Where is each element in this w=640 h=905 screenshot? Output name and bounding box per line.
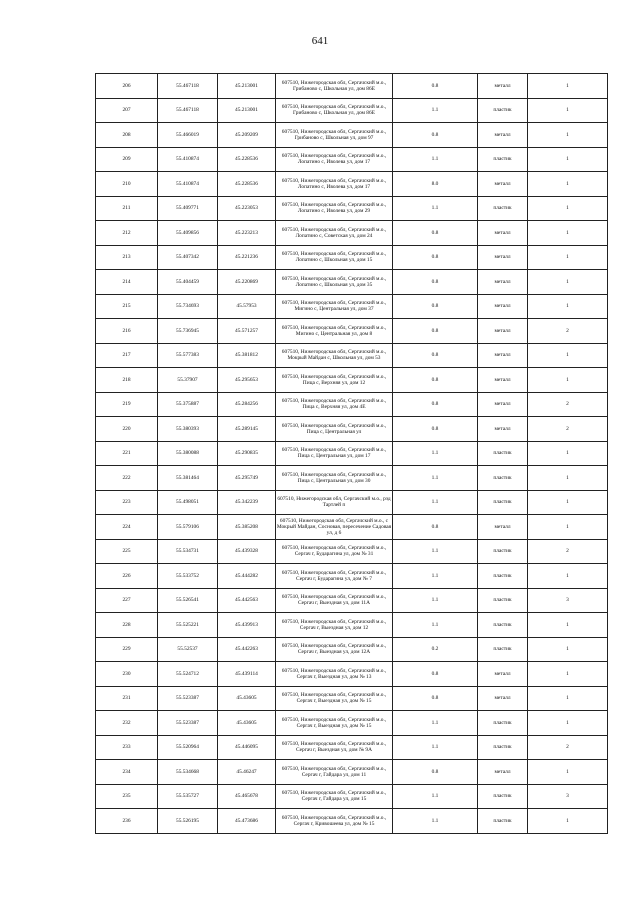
latitude-cell: 55.524712 <box>158 662 218 687</box>
longitude-cell: 45.43605 <box>218 711 276 736</box>
row-number: 218 <box>96 368 158 393</box>
table-row <box>96 466 608 491</box>
count-cell: 1 <box>528 294 608 319</box>
count-cell: 1 <box>528 441 608 466</box>
volume-cell: 0.8 <box>393 319 478 344</box>
material-cell: пластик <box>478 809 528 834</box>
table-row <box>96 735 608 760</box>
row-number: 220 <box>96 417 158 442</box>
row-number: 234 <box>96 760 158 785</box>
material-cell: металл <box>478 515 528 540</box>
count-cell: 2 <box>528 319 608 344</box>
table-row <box>96 74 608 99</box>
latitude-cell: 55.526195 <box>158 809 218 834</box>
latitude-cell: 55.526541 <box>158 588 218 613</box>
volume-cell: 1.1 <box>393 441 478 466</box>
count-cell: 1 <box>528 147 608 172</box>
table-row <box>96 809 608 834</box>
row-number: 210 <box>96 172 158 197</box>
table-row <box>96 417 608 442</box>
count-cell: 1 <box>528 515 608 540</box>
address-cell: 607510, Нижегородская обл, Сергачский м.о., Мигино с, Центральная ул, дом 8 <box>276 319 393 344</box>
longitude-cell: 45.284256 <box>218 392 276 417</box>
material-cell: пластик <box>478 147 528 172</box>
count-cell: 2 <box>528 539 608 564</box>
row-number: 235 <box>96 784 158 809</box>
volume-cell: 1.1 <box>393 613 478 638</box>
row-number: 223 <box>96 490 158 515</box>
table-row <box>96 270 608 295</box>
table-row <box>96 172 608 197</box>
row-number: 209 <box>96 147 158 172</box>
count-cell: 1 <box>528 564 608 589</box>
longitude-cell: 45.289145 <box>218 417 276 442</box>
address-cell: 607510, Нижегородская обл, Сергачский м.о., Лопатино с, Советская ул, дом 24 <box>276 221 393 246</box>
table-row <box>96 245 608 270</box>
longitude-cell: 45.295653 <box>218 368 276 393</box>
address-cell: 607510, Нижегородская обл, Сергачский м.о., Сергач г, Выездная ул, дом № 9А <box>276 735 393 760</box>
latitude-cell: 55.52537 <box>158 637 218 662</box>
address-cell: 607510, Нижегородская обл, Сергачский м.о., Пица с, Центральная ул, дом 30 <box>276 466 393 491</box>
row-number: 219 <box>96 392 158 417</box>
table-row <box>96 98 608 123</box>
count-cell: 1 <box>528 123 608 148</box>
longitude-cell: 45.295749 <box>218 466 276 491</box>
longitude-cell: 45.209209 <box>218 123 276 148</box>
table-row <box>96 392 608 417</box>
volume-cell: 0.8 <box>393 760 478 785</box>
latitude-cell: 55.380088 <box>158 441 218 466</box>
row-number: 211 <box>96 196 158 221</box>
row-number: 217 <box>96 343 158 368</box>
row-number: 221 <box>96 441 158 466</box>
count-cell: 2 <box>528 392 608 417</box>
volume-cell: 0.8 <box>393 392 478 417</box>
longitude-cell: 45.221236 <box>218 245 276 270</box>
longitude-cell: 45.473686 <box>218 809 276 834</box>
count-cell: 1 <box>528 172 608 197</box>
row-number: 231 <box>96 686 158 711</box>
table-row <box>96 588 608 613</box>
volume-cell: 0.8 <box>393 686 478 711</box>
row-number: 212 <box>96 221 158 246</box>
row-number: 236 <box>96 809 158 834</box>
volume-cell: 0.8 <box>393 662 478 687</box>
longitude-cell: 45.223213 <box>218 221 276 246</box>
volume-cell: 0.8 <box>393 294 478 319</box>
volume-cell: 1.1 <box>393 466 478 491</box>
table-row <box>96 123 608 148</box>
material-cell: металл <box>478 368 528 393</box>
address-cell: 607510, Нижегородская обл, Сергачский м.о., Лопатино с, Школьная ул, дом 15 <box>276 245 393 270</box>
count-cell: 1 <box>528 662 608 687</box>
latitude-cell: 55.523387 <box>158 711 218 736</box>
table-row <box>96 294 608 319</box>
material-cell: металл <box>478 123 528 148</box>
longitude-cell: 45.465678 <box>218 784 276 809</box>
latitude-cell: 55.467118 <box>158 74 218 99</box>
longitude-cell: 45.444282 <box>218 564 276 589</box>
address-cell: 607510, Нижегородская обл, Сергачский м.о., Пица с, Центральная ул, дом 17 <box>276 441 393 466</box>
count-cell: 1 <box>528 245 608 270</box>
address-cell: 607510, Нижегородская обл, Сергачский м.о., Грибаново с, Школьная ул, дом 86Е <box>276 74 393 99</box>
page-number: 641 <box>311 35 329 47</box>
address-cell: 607510, Нижегородская обл, Сергачский м.о., Пица с, Верхняя ул, дом 12 <box>276 368 393 393</box>
latitude-cell: 55.535727 <box>158 784 218 809</box>
address-cell: 607510, Нижегородская обл, Сергачский м.о., с Мокрый Майдан, Сосновая, пересечение Садовая ул, д 6 <box>276 515 393 540</box>
latitude-cell: 55.579106 <box>158 515 218 540</box>
latitude-cell: 55.577383 <box>158 343 218 368</box>
material-cell: пластик <box>478 196 528 221</box>
volume-cell: 1.1 <box>393 98 478 123</box>
count-cell: 1 <box>528 637 608 662</box>
table-row <box>96 784 608 809</box>
latitude-cell: 55.736945 <box>158 319 218 344</box>
address-cell: 607510, Нижегородская обл, Сергачский м.о., Лопатино с, Школьная ул, дом 35 <box>276 270 393 295</box>
material-cell: металл <box>478 294 528 319</box>
address-cell: 607510, Нижегородская обл, Сергачский м.о., Пица с, Центральная ул <box>276 417 393 442</box>
material-cell: пластик <box>478 564 528 589</box>
longitude-cell: 45.446095 <box>218 735 276 760</box>
volume-cell: 0.8 <box>393 74 478 99</box>
material-cell: металл <box>478 319 528 344</box>
address-cell: 607510, Нижегородская обл, Сергачский м.о., Сергач г, Кривошеева ул, дом № 15 <box>276 809 393 834</box>
table-row <box>96 490 608 515</box>
table-row <box>96 662 608 687</box>
material-cell: металл <box>478 662 528 687</box>
address-cell: 607510, Нижегородская обл, Сергачский м.о., Лопатино с, Иволева ул, дом 17 <box>276 147 393 172</box>
latitude-cell: 55.520964 <box>158 735 218 760</box>
volume-cell: 0.8 <box>393 123 478 148</box>
count-cell: 1 <box>528 196 608 221</box>
material-cell: металл <box>478 760 528 785</box>
table-row <box>96 686 608 711</box>
material-cell: пластик <box>478 490 528 515</box>
row-number: 227 <box>96 588 158 613</box>
count-cell: 1 <box>528 368 608 393</box>
address-cell: 607510, Нижегородская обл, Сергачский м.о., Сергач г, Гайдара ул, дом 15 <box>276 784 393 809</box>
latitude-cell: 55.534731 <box>158 539 218 564</box>
row-number: 225 <box>96 539 158 564</box>
longitude-cell: 45.228536 <box>218 147 276 172</box>
row-number: 208 <box>96 123 158 148</box>
volume-cell: 1.1 <box>393 735 478 760</box>
volume-cell: 0.8 <box>393 417 478 442</box>
volume-cell: 1.1 <box>393 809 478 834</box>
volume-cell: 8.0 <box>393 172 478 197</box>
longitude-cell: 45.385208 <box>218 515 276 540</box>
address-cell: 607510, Нижегородская обл, Сергачский м.о., Сергач г, Выездная ул, дом 11А <box>276 588 393 613</box>
material-cell: пластик <box>478 735 528 760</box>
row-number: 207 <box>96 98 158 123</box>
latitude-cell: 55.375887 <box>158 392 218 417</box>
latitude-cell: 55.404459 <box>158 270 218 295</box>
material-cell: пластик <box>478 711 528 736</box>
table-row <box>96 343 608 368</box>
row-number: 214 <box>96 270 158 295</box>
material-cell: пластик <box>478 98 528 123</box>
volume-cell: 0.2 <box>393 637 478 662</box>
address-cell: 607510, Нижегородская обл, Сергачский м.о., Сергач г, Выездная ул, дом № 15 <box>276 686 393 711</box>
address-cell: 607510, Нижегородская обл, Сергачский м.о., Сергач г, Бударагина ул, дом № 31 <box>276 539 393 564</box>
table-row <box>96 319 608 344</box>
count-cell: 3 <box>528 588 608 613</box>
longitude-cell: 45.57953 <box>218 294 276 319</box>
latitude-cell: 55.381464 <box>158 466 218 491</box>
material-cell: пластик <box>478 637 528 662</box>
count-cell: 1 <box>528 760 608 785</box>
count-cell: 1 <box>528 221 608 246</box>
row-number: 216 <box>96 319 158 344</box>
latitude-cell: 55.734693 <box>158 294 218 319</box>
longitude-cell: 45.571257 <box>218 319 276 344</box>
address-cell: 607510, Нижегородская обл, Сергачский м.о., Лопатино с, Иволева ул, дом 17 <box>276 172 393 197</box>
address-cell: 607510, Нижегородская обл, Сергачский м.о., Грибаново с, Школьная ул, дом 97 <box>276 123 393 148</box>
address-cell: 607510, Нижегородская обл, Сергачский м.о., Сергач г, Выездная ул, дом № 13 <box>276 662 393 687</box>
latitude-cell: 55.410874 <box>158 147 218 172</box>
table-row <box>96 613 608 638</box>
volume-cell: 1.1 <box>393 711 478 736</box>
table-row <box>96 539 608 564</box>
material-cell: пластик <box>478 588 528 613</box>
address-cell: 607510, Нижегородская обл, Сергачский м.о., Мокрый Майдан с, Школьная ул, дом 53 <box>276 343 393 368</box>
material-cell: металл <box>478 343 528 368</box>
table-row <box>96 368 608 393</box>
count-cell: 1 <box>528 809 608 834</box>
count-cell: 1 <box>528 98 608 123</box>
address-cell: 607510, Нижегородская обл, Сергачский м.о., Мигино с, Центральная ул, дом 37 <box>276 294 393 319</box>
row-number: 215 <box>96 294 158 319</box>
table-row <box>96 564 608 589</box>
row-number: 226 <box>96 564 158 589</box>
row-number: 224 <box>96 515 158 540</box>
longitude-cell: 45.228536 <box>218 172 276 197</box>
longitude-cell: 45.213001 <box>218 98 276 123</box>
count-cell: 3 <box>528 784 608 809</box>
row-number: 213 <box>96 245 158 270</box>
volume-cell: 1.1 <box>393 196 478 221</box>
count-cell: 1 <box>528 613 608 638</box>
longitude-cell: 45.223053 <box>218 196 276 221</box>
latitude-cell: 55.410874 <box>158 172 218 197</box>
latitude-cell: 55.498051 <box>158 490 218 515</box>
volume-cell: 1.1 <box>393 539 478 564</box>
count-cell: 1 <box>528 343 608 368</box>
count-cell: 1 <box>528 686 608 711</box>
material-cell: пластик <box>478 539 528 564</box>
row-number: 228 <box>96 613 158 638</box>
volume-cell: 0.8 <box>393 515 478 540</box>
material-cell: пластик <box>478 784 528 809</box>
volume-cell: 1.1 <box>393 588 478 613</box>
address-cell: 607510, Нижегородская обл, Сергачский м.о., Грибаново с, Школьная ул, дом 86Е <box>276 98 393 123</box>
material-cell: металл <box>478 221 528 246</box>
material-cell: металл <box>478 417 528 442</box>
container-sites-table <box>95 73 608 834</box>
latitude-cell: 55.533752 <box>158 564 218 589</box>
table-row <box>96 196 608 221</box>
row-number: 229 <box>96 637 158 662</box>
longitude-cell: 45.213001 <box>218 74 276 99</box>
volume-cell: 1.1 <box>393 784 478 809</box>
material-cell: пластик <box>478 441 528 466</box>
table-row <box>96 441 608 466</box>
latitude-cell: 55.534668 <box>158 760 218 785</box>
table-row <box>96 515 608 540</box>
count-cell: 1 <box>528 711 608 736</box>
latitude-cell: 55.466019 <box>158 123 218 148</box>
material-cell: металл <box>478 74 528 99</box>
row-number: 222 <box>96 466 158 491</box>
longitude-cell: 45.220869 <box>218 270 276 295</box>
volume-cell: 0.8 <box>393 368 478 393</box>
address-cell: 607510, Нижегородская обл, Сергачский м.о., Лопатино с, Иволева ул, дом 29 <box>276 196 393 221</box>
volume-cell: 0.8 <box>393 270 478 295</box>
count-cell: 1 <box>528 490 608 515</box>
longitude-cell: 45.342239 <box>218 490 276 515</box>
longitude-cell: 45.46247 <box>218 760 276 785</box>
material-cell: металл <box>478 245 528 270</box>
volume-cell: 0.8 <box>393 343 478 368</box>
material-cell: металл <box>478 270 528 295</box>
longitude-cell: 45.442563 <box>218 588 276 613</box>
row-number: 206 <box>96 74 158 99</box>
volume-cell: 0.8 <box>393 221 478 246</box>
latitude-cell: 55.525221 <box>158 613 218 638</box>
row-number: 232 <box>96 711 158 736</box>
address-cell: 607510, Нижегородская обл, Сергачский м.о., Сергач г, Гайдара ул, дом 11 <box>276 760 393 785</box>
longitude-cell: 45.439913 <box>218 613 276 638</box>
material-cell: металл <box>478 392 528 417</box>
count-cell: 2 <box>528 735 608 760</box>
longitude-cell: 45.290835 <box>218 441 276 466</box>
latitude-cell: 55.407342 <box>158 245 218 270</box>
volume-cell: 1.1 <box>393 147 478 172</box>
address-cell: 607510, Нижегородская обл, Сергачский м.о., Сергач г, Выездная ул, дом 12А <box>276 637 393 662</box>
material-cell: пластик <box>478 466 528 491</box>
longitude-cell: 45.439328 <box>218 539 276 564</box>
longitude-cell: 45.43605 <box>218 686 276 711</box>
address-cell: 607510, Нижегородская обл, Сергачский м.о., Сергач г, Выездная ул, дом № 15 <box>276 711 393 736</box>
count-cell: 2 <box>528 417 608 442</box>
table-row <box>96 711 608 736</box>
material-cell: металл <box>478 686 528 711</box>
table-row <box>96 147 608 172</box>
latitude-cell: 55.37907 <box>158 368 218 393</box>
table-row <box>96 637 608 662</box>
address-cell: 607510, Нижегородская обл, Сергачский м.о., Сергач г, Выездная ул, дом 12 <box>276 613 393 638</box>
row-number: 230 <box>96 662 158 687</box>
volume-cell: 1.1 <box>393 490 478 515</box>
longitude-cell: 45.442263 <box>218 637 276 662</box>
volume-cell: 1.1 <box>393 564 478 589</box>
material-cell: металл <box>478 172 528 197</box>
row-number: 233 <box>96 735 158 760</box>
longitude-cell: 45.381812 <box>218 343 276 368</box>
count-cell: 1 <box>528 466 608 491</box>
table-row <box>96 221 608 246</box>
address-cell: 607510, Нижегородская обл, Сергачский м.о., рзд Тартлей п <box>276 490 393 515</box>
address-cell: 607510, Нижегородская обл, Сергачский м.о., Сергач г, Бударагина ул, дом № 7 <box>276 564 393 589</box>
latitude-cell: 55.409771 <box>158 196 218 221</box>
latitude-cell: 55.409856 <box>158 221 218 246</box>
table-row <box>96 760 608 785</box>
material-cell: пластик <box>478 613 528 638</box>
table-body <box>96 74 608 834</box>
latitude-cell: 55.523387 <box>158 686 218 711</box>
latitude-cell: 55.467118 <box>158 98 218 123</box>
longitude-cell: 45.439114 <box>218 662 276 687</box>
volume-cell: 0.8 <box>393 245 478 270</box>
address-cell: 607510, Нижегородская обл, Сергачский м.о., Пица с, Верхняя ул, дом 4Е <box>276 392 393 417</box>
count-cell: 1 <box>528 270 608 295</box>
count-cell: 1 <box>528 74 608 99</box>
latitude-cell: 55.380393 <box>158 417 218 442</box>
